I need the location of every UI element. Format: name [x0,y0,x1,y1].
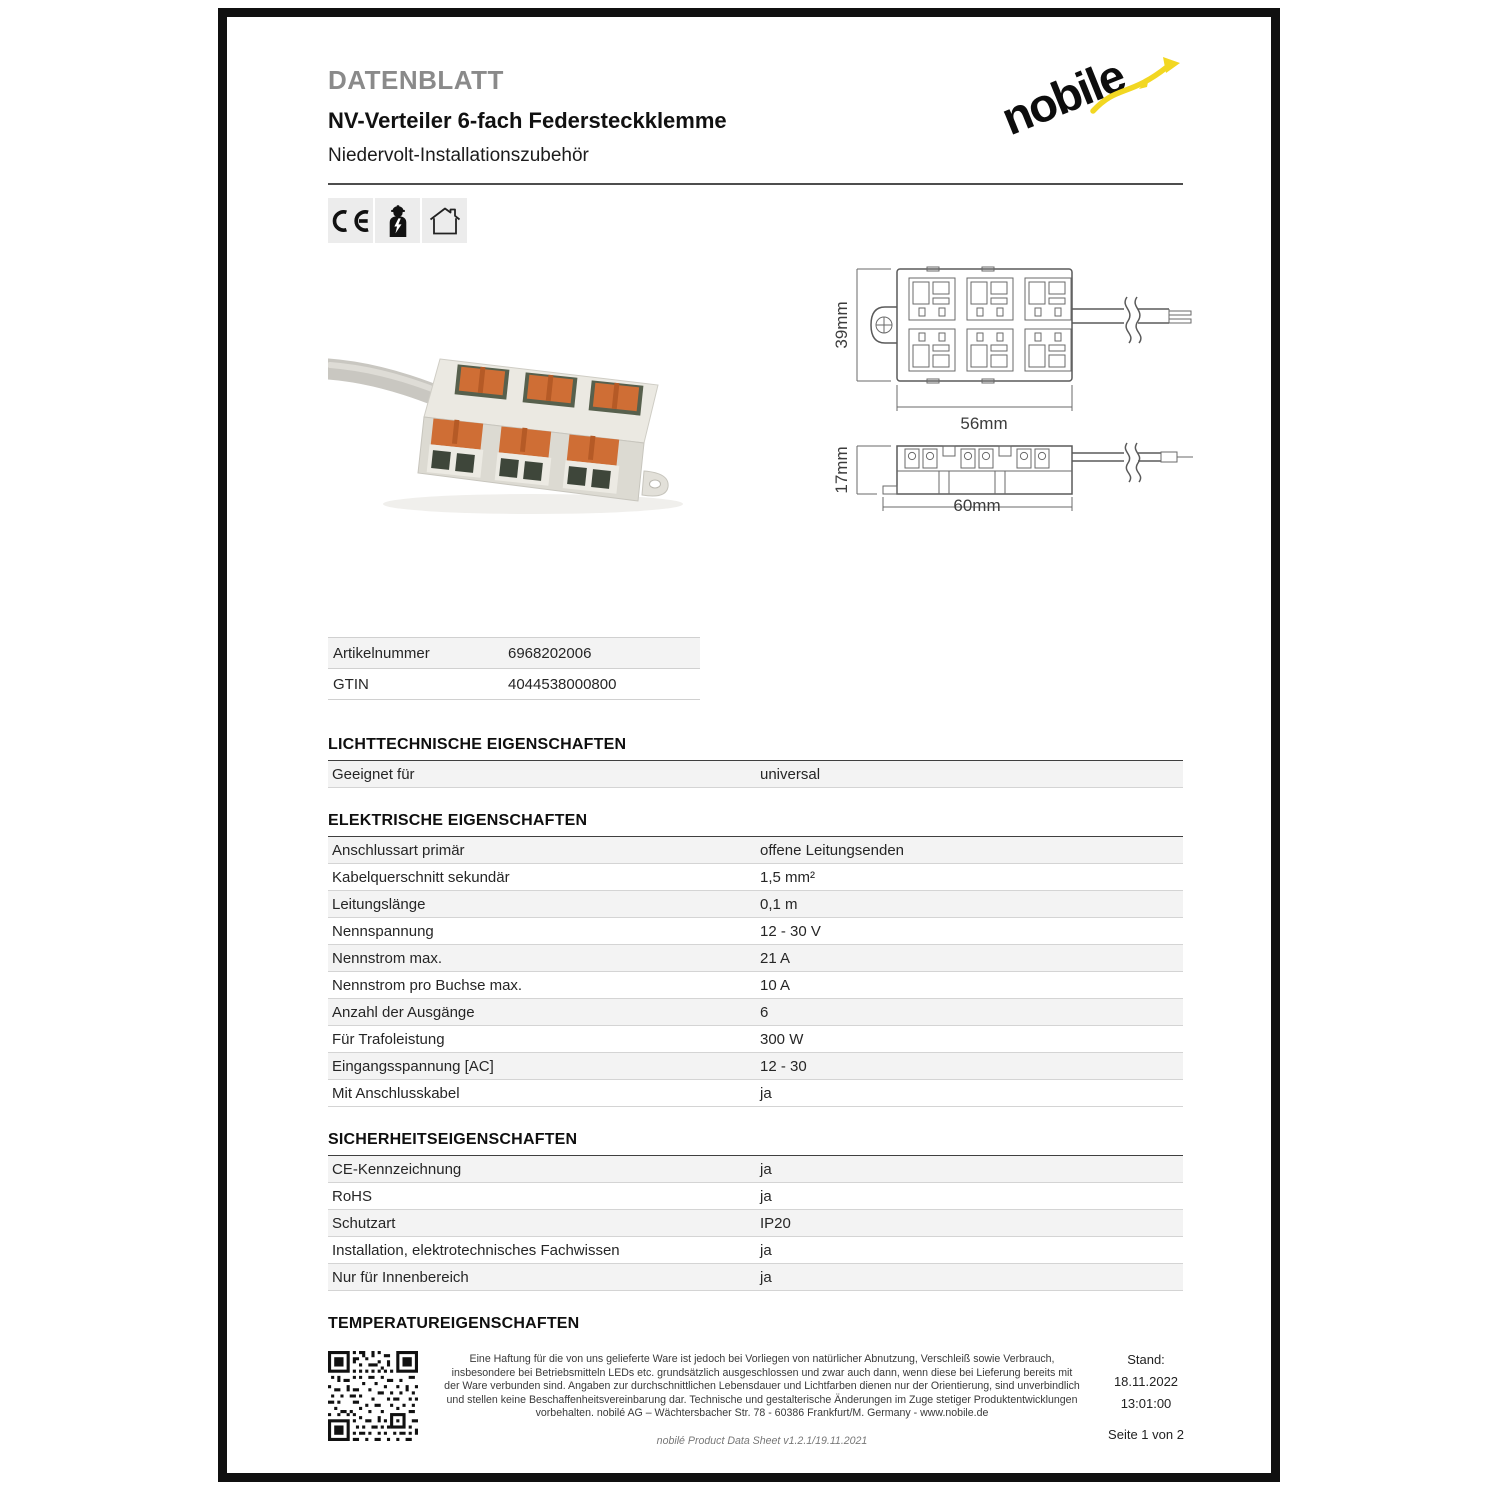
product-title: NV-Verteiler 6-fach Federsteckklemme [328,108,727,133]
product-category: Niedervolt-Installationszubehör [328,145,589,167]
safety-properties-table [328,1155,1183,1291]
table-row: Schutzart IP20 [328,1210,1183,1237]
dim-top-width: 56mm [960,414,1008,434]
table-row: Kabelquerschnitt sekundär 1,5 mm² [328,864,1183,891]
electrician-required-icon [381,204,415,238]
disclaimer-text: Eine Haftung für die von uns gelieferte Ware ist jedoch bei Vorliegen von natürlicher Abnutzung, Verschleiß sowie Verbrauch, insbesondere bei Betriebsmitteln LEDs etc. grundsätzlich ausgeschlossen und zwar auch dann, wenn diese bei Lieferung bereits mit der Ware verbunden sind. Angaben zur durchschnittlichen Lebensdauer und Lichtfarben dienen nur der Orientierung, sind unverbindlich und stellen keine Beschaffenheitsvereinbarung dar. Technische und gestalterische Änderungen im Zuge stetiger Produktentwicklungen vorbehalten. nobilé AG – Wächtersbacher Str. 78 - 60386 Frankfurt/M. Germany - www.nobile.de [444,1353,1080,1420]
table-row: Mit Anschlusskabel ja [328,1080,1183,1107]
section-title: LICHTTECHNISCHE EIGENSCHAFTEN [328,736,627,754]
datasheet-page [218,8,1280,1482]
table-row [328,669,700,700]
electrical-properties-table [328,836,1183,1107]
document-type-label: DATENBLATT [328,65,504,95]
section-title: SICHERHEITSEIGENSCHAFTEN [328,1131,578,1149]
section-temperature-title: TEMPERATUREIGENSCHAFTEN [328,1315,580,1333]
page-content [227,17,1271,1339]
table-row: Leitungslänge 0,1 m [328,891,1183,918]
ce-mark-icon [331,208,371,234]
stand-label: Stand: [1127,1352,1165,1368]
section-lighting [328,736,1183,788]
table-row: Nennspannung 12 - 30 V [328,918,1183,945]
table-row: CE-Kennzeichnung ja [328,1156,1183,1183]
document-version: nobilé Product Data Sheet v1.2.1/19.11.2021 [656,1435,868,1447]
table-row: Nennstrom max. 21 A [328,945,1183,972]
header-text-block [328,67,727,167]
table-row: RoHS ja [328,1183,1183,1210]
section-electrical [328,812,1183,1107]
header-divider [328,183,1183,185]
ce-mark-box [328,198,373,243]
section-title: ELEKTRISCHE EIGENSCHAFTEN [328,812,588,830]
table-row: Eingangsspannung [AC] 12 - 30 [328,1053,1183,1080]
table-row: Für Trafoleistung 300 W [328,1026,1183,1053]
article-value: 6968202006 [503,638,700,669]
logo-wordmark: nobile [994,48,1132,146]
table-row: Nur für Innenbereich ja [328,1264,1183,1291]
stand-time: 13:01:00 [1120,1396,1172,1412]
dim-top-height: 39mm [832,301,851,349]
figure-row [328,261,1183,519]
table-row [328,638,700,669]
header [328,48,1183,167]
gtin-value: 4044538000800 [503,669,700,700]
indoor-use-icon [427,205,463,237]
electrician-box [375,198,420,243]
lighting-properties-table [328,760,1183,788]
nobile-logo [994,48,1183,167]
table-row: Anzahl der Ausgänge 6 [328,999,1183,1026]
dim-side-width: 60mm [953,496,1001,514]
qr-code [328,1351,418,1441]
dimension-drawing [827,261,1197,513]
indoor-use-box [422,198,467,243]
section-safety [328,1131,1183,1291]
table-row: Installation, elektrotechnisches Fachwissen ja [328,1237,1183,1264]
table-row: Nennstrom pro Buchse max. 10 A [328,972,1183,999]
table-row: Anschlussart primär offene Leitungsenden [328,837,1183,864]
legal-block [418,1351,1094,1447]
gtin-label: GTIN [328,669,503,700]
revision-block [1094,1351,1198,1442]
logo-arrow-icon [1087,55,1183,117]
page-number: Seite 1 von 2 [1108,1427,1184,1443]
footer [328,1351,1198,1447]
dim-side-height: 17mm [832,446,851,494]
stand-date: 18.11.2022 [1113,1374,1179,1390]
article-label: Artikelnummer [328,638,503,669]
certification-icons [328,198,1183,243]
table-row: Geeignet für universal [328,761,1183,788]
product-photo [328,321,708,519]
article-number-table [328,637,700,700]
